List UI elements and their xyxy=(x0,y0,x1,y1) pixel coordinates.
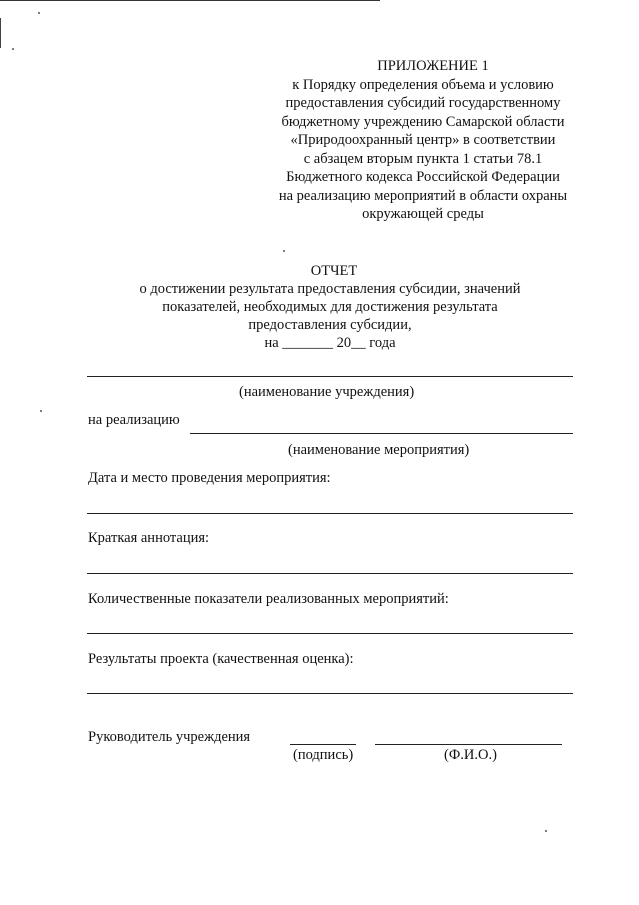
institution-name-line xyxy=(87,376,573,377)
appendix-line: с абзацем вторым пункта 1 статьи 78.1 xyxy=(303,150,543,167)
appendix-line: к Порядку определения объема и условию xyxy=(292,76,554,93)
appendix-heading: ПРИЛОЖЕНИЕ 1 xyxy=(377,58,489,74)
report-date-line: на _______ 20__ года xyxy=(264,335,396,351)
scan-artifact-left-edge xyxy=(0,18,1,48)
name-line xyxy=(375,744,562,745)
report-line: предоставления субсидии, xyxy=(248,317,412,333)
scan-speck xyxy=(12,48,14,50)
scan-speck xyxy=(545,830,547,832)
appendix-line: Бюджетного кодекса Российской Федерации xyxy=(286,169,560,185)
appendix-line: окружающей среды xyxy=(362,206,484,222)
scan-speck xyxy=(40,410,42,412)
signature-caption: (подпись) xyxy=(293,747,354,763)
report-line: показателей, необходимых для достижения результата xyxy=(162,299,498,315)
appendix-line: на реализацию мероприятий в области охраны xyxy=(278,187,568,204)
date-place-label: Дата и место проведения мероприятия: xyxy=(88,470,331,486)
results-label: Результаты проекта (качественная оценка): xyxy=(88,651,354,667)
appendix-line: бюджетному учреждению Самарской области xyxy=(281,113,565,130)
name-caption: (Ф.И.О.) xyxy=(444,747,497,763)
scan-artifact-top xyxy=(0,0,380,1)
quantitative-line xyxy=(87,633,573,634)
institution-caption: (наименование учреждения) xyxy=(239,384,415,400)
event-caption: (наименование мероприятия) xyxy=(288,442,470,458)
results-line xyxy=(87,693,573,694)
date-place-line xyxy=(87,513,573,514)
for-implementation-label: на реализацию xyxy=(88,412,180,428)
report-line: о достижении результата предоставления субсидии, значений xyxy=(139,281,521,297)
event-name-line xyxy=(190,433,573,434)
appendix-block xyxy=(258,57,588,224)
scan-speck xyxy=(283,250,285,252)
appendix-line: «Природоохранный центр» в соответствии xyxy=(290,132,556,148)
appendix-line: предоставления субсидий государственному xyxy=(285,95,561,111)
scan-speck xyxy=(38,12,40,14)
head-label: Руководитель учреждения xyxy=(88,729,251,745)
annotation-label: Краткая аннотация: xyxy=(88,530,210,546)
report-block xyxy=(80,262,580,352)
report-title: ОТЧЕТ xyxy=(310,263,358,279)
signature-line xyxy=(290,744,356,745)
annotation-line xyxy=(87,573,573,574)
quantitative-label: Количественные показатели реализованных мероприятий: xyxy=(88,591,449,607)
